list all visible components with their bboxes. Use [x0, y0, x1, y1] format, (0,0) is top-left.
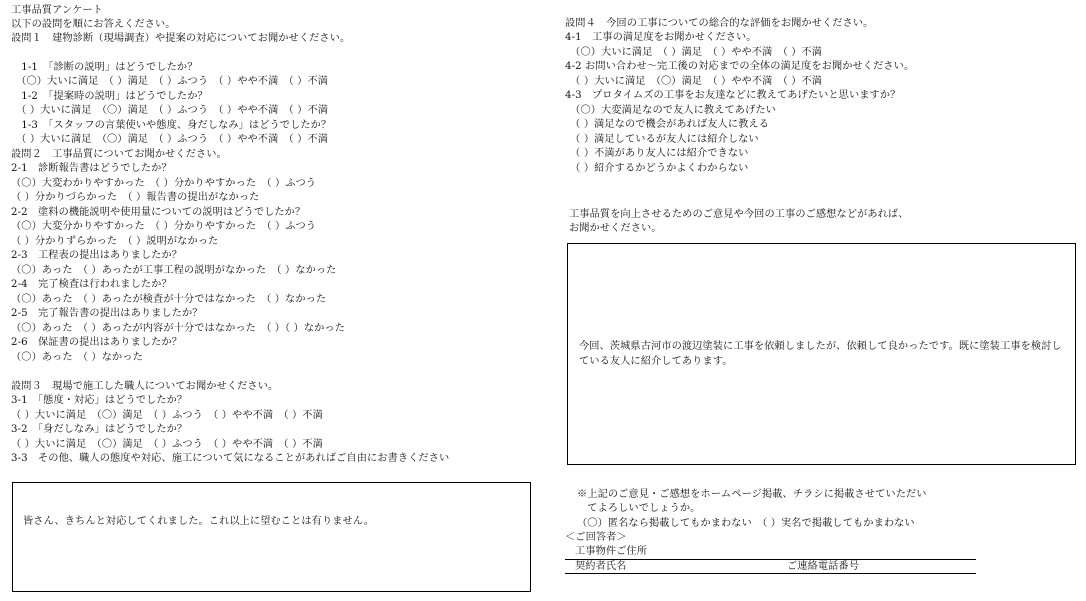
- q1-3-question: 1-3 「スタッフの言葉使いや態度、身だしなみ」はどうでしたか？: [11, 120, 332, 131]
- craftsman-comment-text: 皆さん、きちんと対応してくれました。これ以上に望むことは有りません。: [23, 516, 374, 527]
- general-comment-text: 今回、茨城県古河市の渡辺塗装に工事を依頼しましたが、依頼して良かったです。既に塗装工事を検討している友人に紹介してあります。: [579, 341, 1062, 367]
- q2-4-answer: （〇）あった （ ）あったが検査が十分ではなかった （ ）なかった: [11, 294, 327, 305]
- q1-1-question: 1-1 「診断の説明」はどうでしたか？: [11, 62, 198, 73]
- survey-intro: 以下の設問を順にお答えください。: [11, 19, 176, 30]
- survey-title: 工事品質アンケート: [11, 5, 103, 16]
- publish-consent-line-1: ※上記のご意見・ご感想をホームページ掲載、チラシに掲載させていただい: [577, 489, 927, 500]
- q2-2-question: 2-2 塗料の機能説明や使用量についての説明はどうでしたか？: [11, 207, 306, 218]
- q4-1-question: 4-1 工事の満足度をお聞かせください。: [565, 32, 757, 43]
- q1-2-answer: （ ）大いに満足 （〇）満足 （ ）ふつう （ ）やや不満 （ ）不満: [11, 105, 329, 116]
- respondent-label: ＜ご回答者＞: [565, 532, 627, 543]
- publish-consent-line-2: てよろしいでしょうか。: [577, 503, 701, 514]
- q4-2-answer: （ ）大いに満足 （〇）満足 （ ）やや不満 （ ）不満: [565, 76, 823, 87]
- q4-heading: 設問４ 今回の工事についての総合的な評価をお聞かせください。: [565, 18, 874, 29]
- q2-3-answer: （〇）あった （ ）あったが工事工程の説明がなかった （ ）なかった: [11, 265, 337, 276]
- q2-6-answer: （〇）あった （ ）なかった: [11, 352, 143, 363]
- q1-3-answer: （ ）大いに満足 （〇）満足 （ ）ふつう （ ）やや不満 （ ）不満: [11, 134, 329, 145]
- q1-heading: 設問１ 建物診断（現場調査）や提案の対応についてお聞かせください。: [11, 33, 351, 44]
- comment-prompt-line-1: 工事品質を向上させるためのご意見や今回の工事のご感想などがあれば、: [569, 209, 909, 220]
- name-phone-line: [565, 573, 976, 574]
- q2-6-question: 2-6 保証書の提出はありましたか？: [11, 337, 183, 348]
- q1-1-answer: （〇）大いに満足 （ ）満足 （ ）ふつう （ ）やや不満 （ ）不満: [11, 76, 329, 87]
- address-label: 工事物件ご住所: [575, 546, 648, 557]
- craftsman-comment-box: [12, 482, 531, 592]
- general-comment-box: [567, 243, 1076, 465]
- q4-3-option-4: （ ）不満があり友人には紹介できない: [565, 148, 749, 159]
- q2-2-answer-cont: （ ）分かりずらかった （ ）説明がなかった: [11, 236, 219, 247]
- q2-5-answer: （〇）あった （ ）あったが内容が十分ではなかった （ ）（ ）なかった: [11, 323, 345, 334]
- q2-1-answer-cont: （ ）分かりづらかった （ ）報告書の提出がなかった: [11, 192, 260, 203]
- q2-5-question: 2-5 完了報告書の提出はありましたか？: [11, 308, 203, 319]
- q2-1-question: 2-1 診断報告書はどうでしたか？: [11, 163, 172, 174]
- q4-3-option-2: （ ）満足なので機会があれば友人に教える: [565, 119, 769, 130]
- q4-3-question: 4-3 プロタイムズの工事をお友達などに教えてあげたいと思いますか？: [565, 90, 901, 101]
- q2-1-answer: （〇）大変わかりやすかった （ ）分かりやすかった （ ）ふつう: [11, 178, 317, 189]
- q3-1-question: 3-1 「態度・対応」はどうでしたか？: [11, 395, 188, 406]
- q3-2-question: 3-2 「身だしなみ」はどうでしたか？: [11, 424, 188, 435]
- q3-3-question: 3-3 その他、職人の態度や対応、施工について気になることがあればご自由にお書きください: [11, 453, 450, 464]
- q3-1-answer: （ ）大いに満足 （〇）満足 （ ）ふつう （ ）やや不満 （ ）不満: [11, 410, 323, 421]
- publish-consent-answer: （〇）匿名なら掲載してもかまわない （ ）実名で掲載してもかまわない: [577, 518, 915, 529]
- q4-3-option-3: （ ）満足しているが友人には紹介しない: [565, 134, 759, 145]
- q4-3-option-1: （〇）大変満足なので友人に教えてあげたい: [565, 105, 776, 116]
- q2-3-question: 2-3 工程表の提出はありましたか？: [11, 250, 183, 261]
- contract-name-label: 契約者氏名: [575, 561, 627, 572]
- q2-heading: 設問２ 工事品質についてお聞かせください。: [11, 149, 227, 160]
- q4-1-answer: （〇）大いに満足 （ ）満足 （ ）やや不満 （ ）不満: [565, 47, 823, 58]
- phone-number-label: ご連絡電話番号: [787, 561, 860, 572]
- q2-2-answer: （〇）大変分かりやすかった （ ）分かりやすかった （ ）ふつう: [11, 221, 317, 232]
- comment-prompt-line-2: お聞かせください。: [569, 223, 662, 234]
- q1-2-question: 1-2 「提案時の説明」はどうでしたか？: [11, 91, 208, 102]
- q3-heading: 設問３ 現場で施工した職人についてお聞かせください。: [11, 381, 279, 392]
- q3-2-answer: （ ）大いに満足 （〇）満足 （ ）ふつう （ ）やや不満 （ ）不満: [11, 439, 323, 450]
- q2-4-question: 2-4 完了検査は行われましたか？: [11, 279, 172, 290]
- address-line: [565, 559, 976, 560]
- q4-3-option-5: （ ）紹介するかどうかよくわからない: [565, 163, 749, 174]
- q4-2-question: 4-2 お問い合わせ～完工後の対応までの全体の満足度をお聞かせください。: [565, 61, 915, 72]
